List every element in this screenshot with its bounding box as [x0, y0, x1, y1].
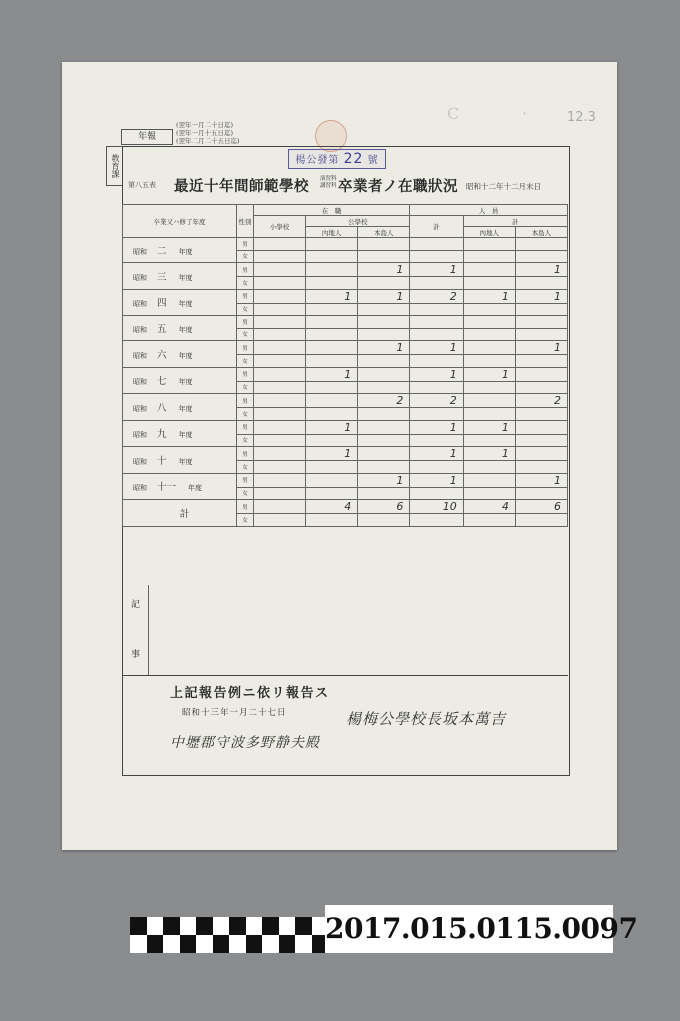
table-row [123, 420, 568, 434]
table-row [123, 316, 568, 329]
faint-mark: C [447, 104, 460, 123]
col-hontou-header: 本島人 [358, 227, 410, 238]
table-cell [358, 434, 410, 447]
table-cell [463, 316, 515, 329]
table-cell: 1 [410, 341, 463, 355]
table-cell [306, 514, 358, 527]
table-cell [358, 328, 410, 341]
table-cell: 1 [515, 263, 567, 277]
report-date: 昭和十三年一月二十七日 [182, 708, 287, 718]
sex-label: 女 [237, 277, 254, 290]
table-cell: 6 [358, 500, 410, 514]
table-cell: 10 [410, 500, 463, 514]
year-label: 昭和 四 年度 [123, 289, 237, 316]
table-cell [515, 408, 567, 421]
table-cell [306, 355, 358, 368]
table-cell: 2 [515, 394, 567, 408]
table-cell [410, 238, 463, 251]
table-cell [254, 341, 306, 355]
table-cell [410, 328, 463, 341]
table-row [123, 238, 568, 251]
checker-square [213, 935, 230, 953]
sex-label: 女 [237, 355, 254, 368]
table-cell [410, 381, 463, 394]
table-cell [306, 473, 358, 487]
year-label: 昭和 二 年度 [123, 238, 237, 263]
col-year-header: 卒業又ハ修了年度 [123, 205, 237, 238]
table-row [123, 447, 568, 461]
checker-square [246, 935, 263, 953]
table-cell [306, 303, 358, 316]
table-cell [410, 487, 463, 500]
table-cell [358, 250, 410, 263]
table-cell [254, 303, 306, 316]
group-main-header: 在 職 [254, 205, 410, 216]
table-cell: 1 [463, 420, 515, 434]
table-cell [358, 355, 410, 368]
table-cell [254, 394, 306, 408]
sex-label: 女 [237, 250, 254, 263]
page-title-2: 卒業者ノ在職狀況 [338, 178, 458, 195]
table-cell: 2 [410, 394, 463, 408]
table-cell [358, 277, 410, 290]
sex-label: 男 [237, 473, 254, 487]
addressee: 中壢郡守波多野静夫殿 [170, 735, 320, 751]
table-cell [306, 250, 358, 263]
sex-label: 女 [237, 434, 254, 447]
table-cell [410, 514, 463, 527]
col-naichi-header: 內地人 [306, 227, 358, 238]
table-cell [515, 447, 567, 461]
table-cell [410, 277, 463, 290]
table-cell [254, 238, 306, 251]
year-label: 昭和 三 年度 [123, 263, 237, 290]
table-cell: 6 [515, 500, 567, 514]
sex-label: 男 [237, 289, 254, 303]
table-cell [515, 303, 567, 316]
table-cell [254, 420, 306, 434]
table-cell [254, 367, 306, 381]
table-cell [306, 394, 358, 408]
table-cell: 1 [410, 263, 463, 277]
table-cell [463, 461, 515, 474]
year-label: 昭和 六 年度 [123, 341, 237, 368]
table-cell [463, 341, 515, 355]
table-cell [254, 447, 306, 461]
sex-label: 男 [237, 341, 254, 355]
table-cell [306, 341, 358, 355]
table-cell: 4 [463, 500, 515, 514]
table-cell [306, 461, 358, 474]
table-row [123, 500, 568, 514]
title-course-note: 演習科 講習科 [320, 176, 337, 189]
employment-table [122, 204, 568, 527]
table-cell: 1 [306, 289, 358, 303]
table-cell [463, 434, 515, 447]
year-label: 昭和 十一 年度 [123, 473, 237, 500]
table-cell: 1 [463, 367, 515, 381]
catalog-number: 2017.015.0115.0097 [325, 905, 613, 953]
checker-square [180, 935, 197, 953]
color-scale-checker [130, 917, 328, 953]
sex-label: 女 [237, 487, 254, 500]
side-label: 教育課 [106, 146, 123, 186]
table-cell: 1 [358, 473, 410, 487]
sex-label: 女 [237, 461, 254, 474]
sex-label: 女 [237, 408, 254, 421]
table-cell [515, 238, 567, 251]
table-cell [358, 408, 410, 421]
table-cell [463, 263, 515, 277]
table-cell [410, 408, 463, 421]
table-cell [410, 303, 463, 316]
table-cell [515, 487, 567, 500]
table-cell [515, 514, 567, 527]
checker-square [295, 917, 312, 935]
table-cell [515, 355, 567, 368]
table-cell [254, 316, 306, 329]
table-cell [410, 355, 463, 368]
table-cell [463, 394, 515, 408]
table-row [123, 473, 568, 487]
sex-label: 男 [237, 263, 254, 277]
table-cell [463, 408, 515, 421]
table-cell [306, 277, 358, 290]
table-cell [515, 277, 567, 290]
sub-public-header: 公學校 [306, 216, 410, 227]
remarks-label: 記 事 [122, 585, 149, 675]
table-cell [306, 263, 358, 277]
table-cell [463, 303, 515, 316]
table-cell [358, 461, 410, 474]
sex-label: 男 [237, 238, 254, 251]
sex-label: 女 [237, 303, 254, 316]
table-number: 第八五表 [128, 181, 156, 189]
table-cell [463, 328, 515, 341]
table-cell [254, 289, 306, 303]
table-cell [358, 316, 410, 329]
sex-label: 女 [237, 328, 254, 341]
remarks-section [122, 585, 568, 676]
table-cell [254, 381, 306, 394]
table-cell [254, 250, 306, 263]
sex-label: 男 [237, 420, 254, 434]
col-sex-header: 性別 [237, 205, 254, 238]
table-row [123, 341, 568, 355]
table-cell: 1 [358, 341, 410, 355]
checker-square [262, 917, 279, 935]
table-cell [463, 381, 515, 394]
checker-square [279, 935, 296, 953]
table-cell [463, 250, 515, 263]
checker-square [130, 917, 147, 935]
table-cell [410, 434, 463, 447]
table-cell [515, 420, 567, 434]
table-cell [306, 434, 358, 447]
table-cell: 1 [358, 289, 410, 303]
table-cell [306, 381, 358, 394]
table-cell [463, 487, 515, 500]
table-cell: 1 [306, 367, 358, 381]
table-cell [358, 487, 410, 500]
table-cell: 1 [410, 447, 463, 461]
table-cell [254, 328, 306, 341]
faint-mark: · [522, 104, 528, 123]
table-cell [306, 328, 358, 341]
table-cell [254, 277, 306, 290]
document-stamp: 楊公發第 22 號 [288, 149, 386, 169]
table-cell [306, 238, 358, 251]
year-label: 昭和 七 年度 [123, 367, 237, 394]
table-cell [463, 473, 515, 487]
table-cell [306, 408, 358, 421]
year-label: 昭和 十 年度 [123, 447, 237, 474]
table-cell: 1 [410, 420, 463, 434]
table-cell: 1 [410, 367, 463, 381]
table-cell: 1 [463, 447, 515, 461]
table-cell [254, 514, 306, 527]
pencil-mark: 12.3 [567, 110, 596, 125]
table-cell: 1 [306, 447, 358, 461]
table-cell [410, 461, 463, 474]
table-cell [410, 250, 463, 263]
sex-label: 男 [237, 500, 254, 514]
table-cell [515, 381, 567, 394]
table-cell: 4 [306, 500, 358, 514]
table-cell: 1 [463, 289, 515, 303]
sex-label: 男 [237, 367, 254, 381]
sex-label: 女 [237, 381, 254, 394]
table-row [123, 367, 568, 381]
table-cell: 1 [306, 420, 358, 434]
table-cell [515, 434, 567, 447]
checker-square [163, 917, 180, 935]
year-label: 昭和 八 年度 [123, 394, 237, 421]
table-cell [358, 381, 410, 394]
title-date: 昭和十二年十二月末日 [466, 182, 541, 191]
table-cell [358, 367, 410, 381]
table-cell [463, 277, 515, 290]
table-cell [358, 447, 410, 461]
table-cell [515, 367, 567, 381]
table-cell [515, 316, 567, 329]
table-cell: 2 [410, 289, 463, 303]
table-cell [254, 473, 306, 487]
sub-total-2-header: 計 [463, 216, 567, 227]
table-cell [358, 303, 410, 316]
table-cell [463, 238, 515, 251]
table-cell: 2 [358, 394, 410, 408]
table-cell [254, 500, 306, 514]
table-cell [463, 355, 515, 368]
table-cell [254, 408, 306, 421]
page-title: 最近十年間師範學校 [174, 178, 309, 195]
table-cell [358, 514, 410, 527]
table-cell: 1 [515, 289, 567, 303]
table-cell [306, 316, 358, 329]
year-box: 年報 [121, 129, 173, 145]
sex-label: 男 [237, 316, 254, 329]
group-rank-header: 人 員 [410, 205, 568, 216]
total-label: 計 [123, 500, 237, 527]
table-cell [254, 355, 306, 368]
sex-label: 男 [237, 394, 254, 408]
table-cell: 1 [515, 473, 567, 487]
table-cell [515, 250, 567, 263]
sex-label: 男 [237, 447, 254, 461]
checker-square [229, 917, 246, 935]
table-row [123, 289, 568, 303]
table-cell [358, 238, 410, 251]
col-naichi-2-header: 內地人 [463, 227, 515, 238]
sex-label: 女 [237, 514, 254, 527]
sub-school-header: 小學校 [254, 216, 306, 238]
year-label: 昭和 五 年度 [123, 316, 237, 341]
table-cell [358, 420, 410, 434]
deadline-notes: (翌年一月二十日迄) (翌年一月十五日迄) (翌年二月二十五日迄) [176, 121, 240, 145]
table-cell [410, 316, 463, 329]
table-cell [515, 461, 567, 474]
checker-square [147, 935, 164, 953]
report-statement: 上記報告例ニ依リ報告ス [170, 686, 330, 701]
table-cell [254, 263, 306, 277]
table-cell [306, 487, 358, 500]
sub-total-header: 計 [410, 216, 463, 238]
table-cell [254, 434, 306, 447]
table-cell: 1 [410, 473, 463, 487]
checker-square [196, 917, 213, 935]
table-cell [254, 487, 306, 500]
col-hontou-2-header: 本島人 [515, 227, 567, 238]
table-cell: 1 [358, 263, 410, 277]
year-label: 昭和 九 年度 [123, 420, 237, 447]
title-row [124, 174, 564, 196]
table-cell: 1 [515, 341, 567, 355]
table-cell [463, 514, 515, 527]
table-row [123, 263, 568, 277]
table-row [123, 394, 568, 408]
signer: 楊梅公學校長坂本萬吉 [346, 710, 507, 728]
document-paper [62, 62, 617, 850]
table-cell [254, 461, 306, 474]
table-cell [515, 328, 567, 341]
